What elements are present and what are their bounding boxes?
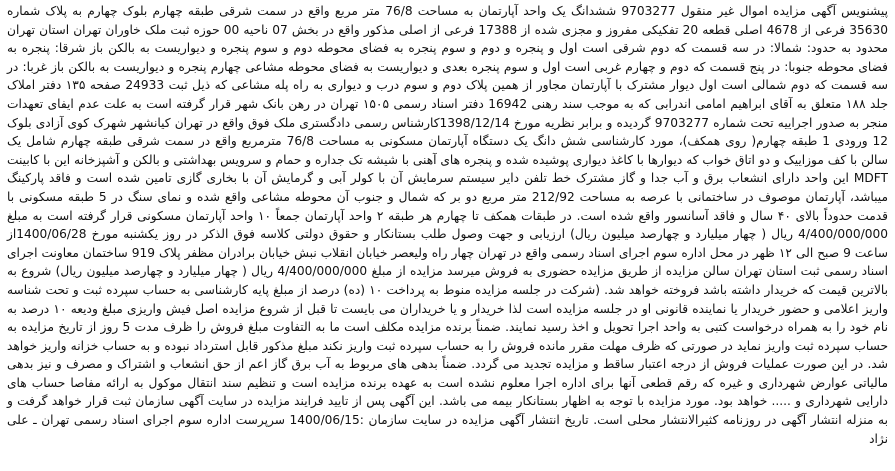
auction-notice-text: پیشنویس آگهی مزایده اموال غیر منقول 9703277 ششدانگ یک واحد آپارتمان به مساحت 76/8 متر مربع واقع در سمت شرقی طبقه چهارم بلوک چهارم به پلاک شماره 35630 فرعی از 4678 اصلی قطعه 20 تفکیکی مفروز و مجزی شده از 17388 فرعی از اصلی مذکور واقع در بخش 07 ناحیه 00 حوزه ثبت ملک خاوران تهران استان تهران محدود به حدود: شمالا: در سه قسمت که دوم شرقی است اول و پنجره و دوم و سوم پنجره به فضای محوطه دوم و سوم پنجره و دیواریست به بالکن باز شرقا: پنجره به فضای محوطه جنوبا: در پنج قسمت که دوم و چهارم غربی است اول و سوم پنجره بعدی و دیواریست به فضای محوطه مشاعی چهارم پنجره و دیواریست به بالکن باز غربا: در سه قسمت که دوم شمالی است اول دیوار مشترک با آپارتمان مجاور از همین پلاک دوم و سوم درب و دیواری به راه پله مشاعی که ذیل ثبت 24933 صفحه ۱۳۵ دفتر املاک جلد ۱۸۸ متعلق به آقای ابراهیم امامی اندرابی که به موجب سند رهنی 16942 دفتر اسناد رسمی ۱۵۰۵ تهران در رهن بانک شهر قرار گرفته است به علت عدم ایفای تعهدات منجر به صدور اجراییه تحت شماره 9703277 گردیده و برابر نظریه مورخ 1398/12/14کارشناس رسمی دادگستری ملک فوق واقع در تهران کیانشهر شهرک کوی آزادی بلوک 12 ورودی 1 طبقه چهارم( روی همکف)، مورد کارشناسی شش دانگ یک دستگاه آپارتمان مسکونی به مساحت 76/8 مترمربع واقع در سمت شرقی طبقه چهارم شامل یک سالن با کف موزاییک و دو اتاق خواب که دیوارها با کاغذ دیواری پوشیده شده و پنجره های آهنی با شیشه تک جداره و حمام و سرویس بهداشتی و بالکن و آشپزخانه این با کابینت MDFT این واحد دارای انشعاب برق و آب جدا و گاز مشترک خط تلفن دایر سیستم سرمایش آن با کولر آبی و گرمایش آن با بخاری گازی تامین شده است و فاقد پارکینگ میباشد، آپارتمان موصوف در ساختمانی با عرصه به مساحت 212/92 متر مربع دو بر که شمال و جنوب آن محوطه مشاعی واقع شده و نمای سنگ در 5 طبقه مسکونی با قدمت حدوداً بالای ۴۰ سال و فاقد آسانسور واقع شده است. در طبقات همکف تا چهارم هر طبقه ۲ واحد آپارتمان جمعاً ۱۰ واحد آپارتمان مسکونی قرار گرفته است به مبلغ 4/400/000/000 ریال ( چهار میلیارد و چهارصد میلیون ریال) ارزیابی و جهت وصول طلب بستانکار و حقوق دولتی کلاسه فوق الذکر در روز یکشنبه مورخ 1400/06/28از ساعت 9 صبح الی ۱۲ ظهر در محل اداره سوم اجرای اسناد رسمی واقع در تهران چهار راه ولیعصر خیابان انقلاب نبش خیابان برادران مظفر پلاک 919 ساختمان معاونت اجرای اسناد رسمی ثبت استان تهران سالن مزایده از طریق مزایده حضوری به فروش میرسد مزایده از مبلغ 4/400/000/000 ریال ( چهار میلیارد و چهارصد میلیون ریال) شروع به بالاترین قیمت که خریدار داشته باشد فروخته خواهد شد. (شرکت در جلسه مزایده منوط به پرداخت ۱۰ (ده) درصد از مبلغ پایه کارشناسی به حساب سپرده ثبت و تحت شناسه واریز اعلامی و حضور خریدار یا نماینده قانونی او در جلسه مزایده است لذا خریدار و یا خریداران می بایست تا قبل از شروع مزایده اصل فیش واریزی مبلغ ودیعه ۱۰ درصد به نام خود را به همراه درخواست کتبی به واحد اجرا تحویل و اخذ رسید نمایند. ضمناً برنده مزایده مکلف است ما به التفاوت مبلغ فروش را ظرف مدت 5 روز از تاریخ مزایده به حساب سپرده ثبت واریز نماید در صورتی که ظرف مهلت مقرر مانده فروش را به حساب سپرده ثبت واریز نکند مبلغ مذکور قابل استرداد نبوده و به حساب خزانه واریز خواهد شد. در این صورت عملیات فروش از درجه اعتبار ساقط و مزایده تجدید می گردد. ضمناً بدهی های مربوط به آب برق گاز اعم از حق انشعاب و اشتراک و مصرف و نیز بدهی مالیاتی عوارض شهرداری و غیره که رقم قطعی آنها برای اداره اجرا معلوم نشده است به عهده برنده مزایده است و تنظیم سند انتقال موکول به ارائه مفاصا حساب های دارایی شهرداری و ..... خواهد بود. مورد مزایده با توجه به اظهار بستانکار بیمه می باشد. این آگهی پس از تایید فرایند مزایده در سایت آگهی سازمان ثبت قرار خواهد گرفت و به منزله انتشار آگهی در روزنامه کثیرالانتشار محلی است. تاریخ انتشار آگهی مزایده در سایت سازمان :1400/06/15 سرپرست اداره سوم اجرای اسناد رسمی تهران ـ علی نژاد (7, 4, 889, 446)
